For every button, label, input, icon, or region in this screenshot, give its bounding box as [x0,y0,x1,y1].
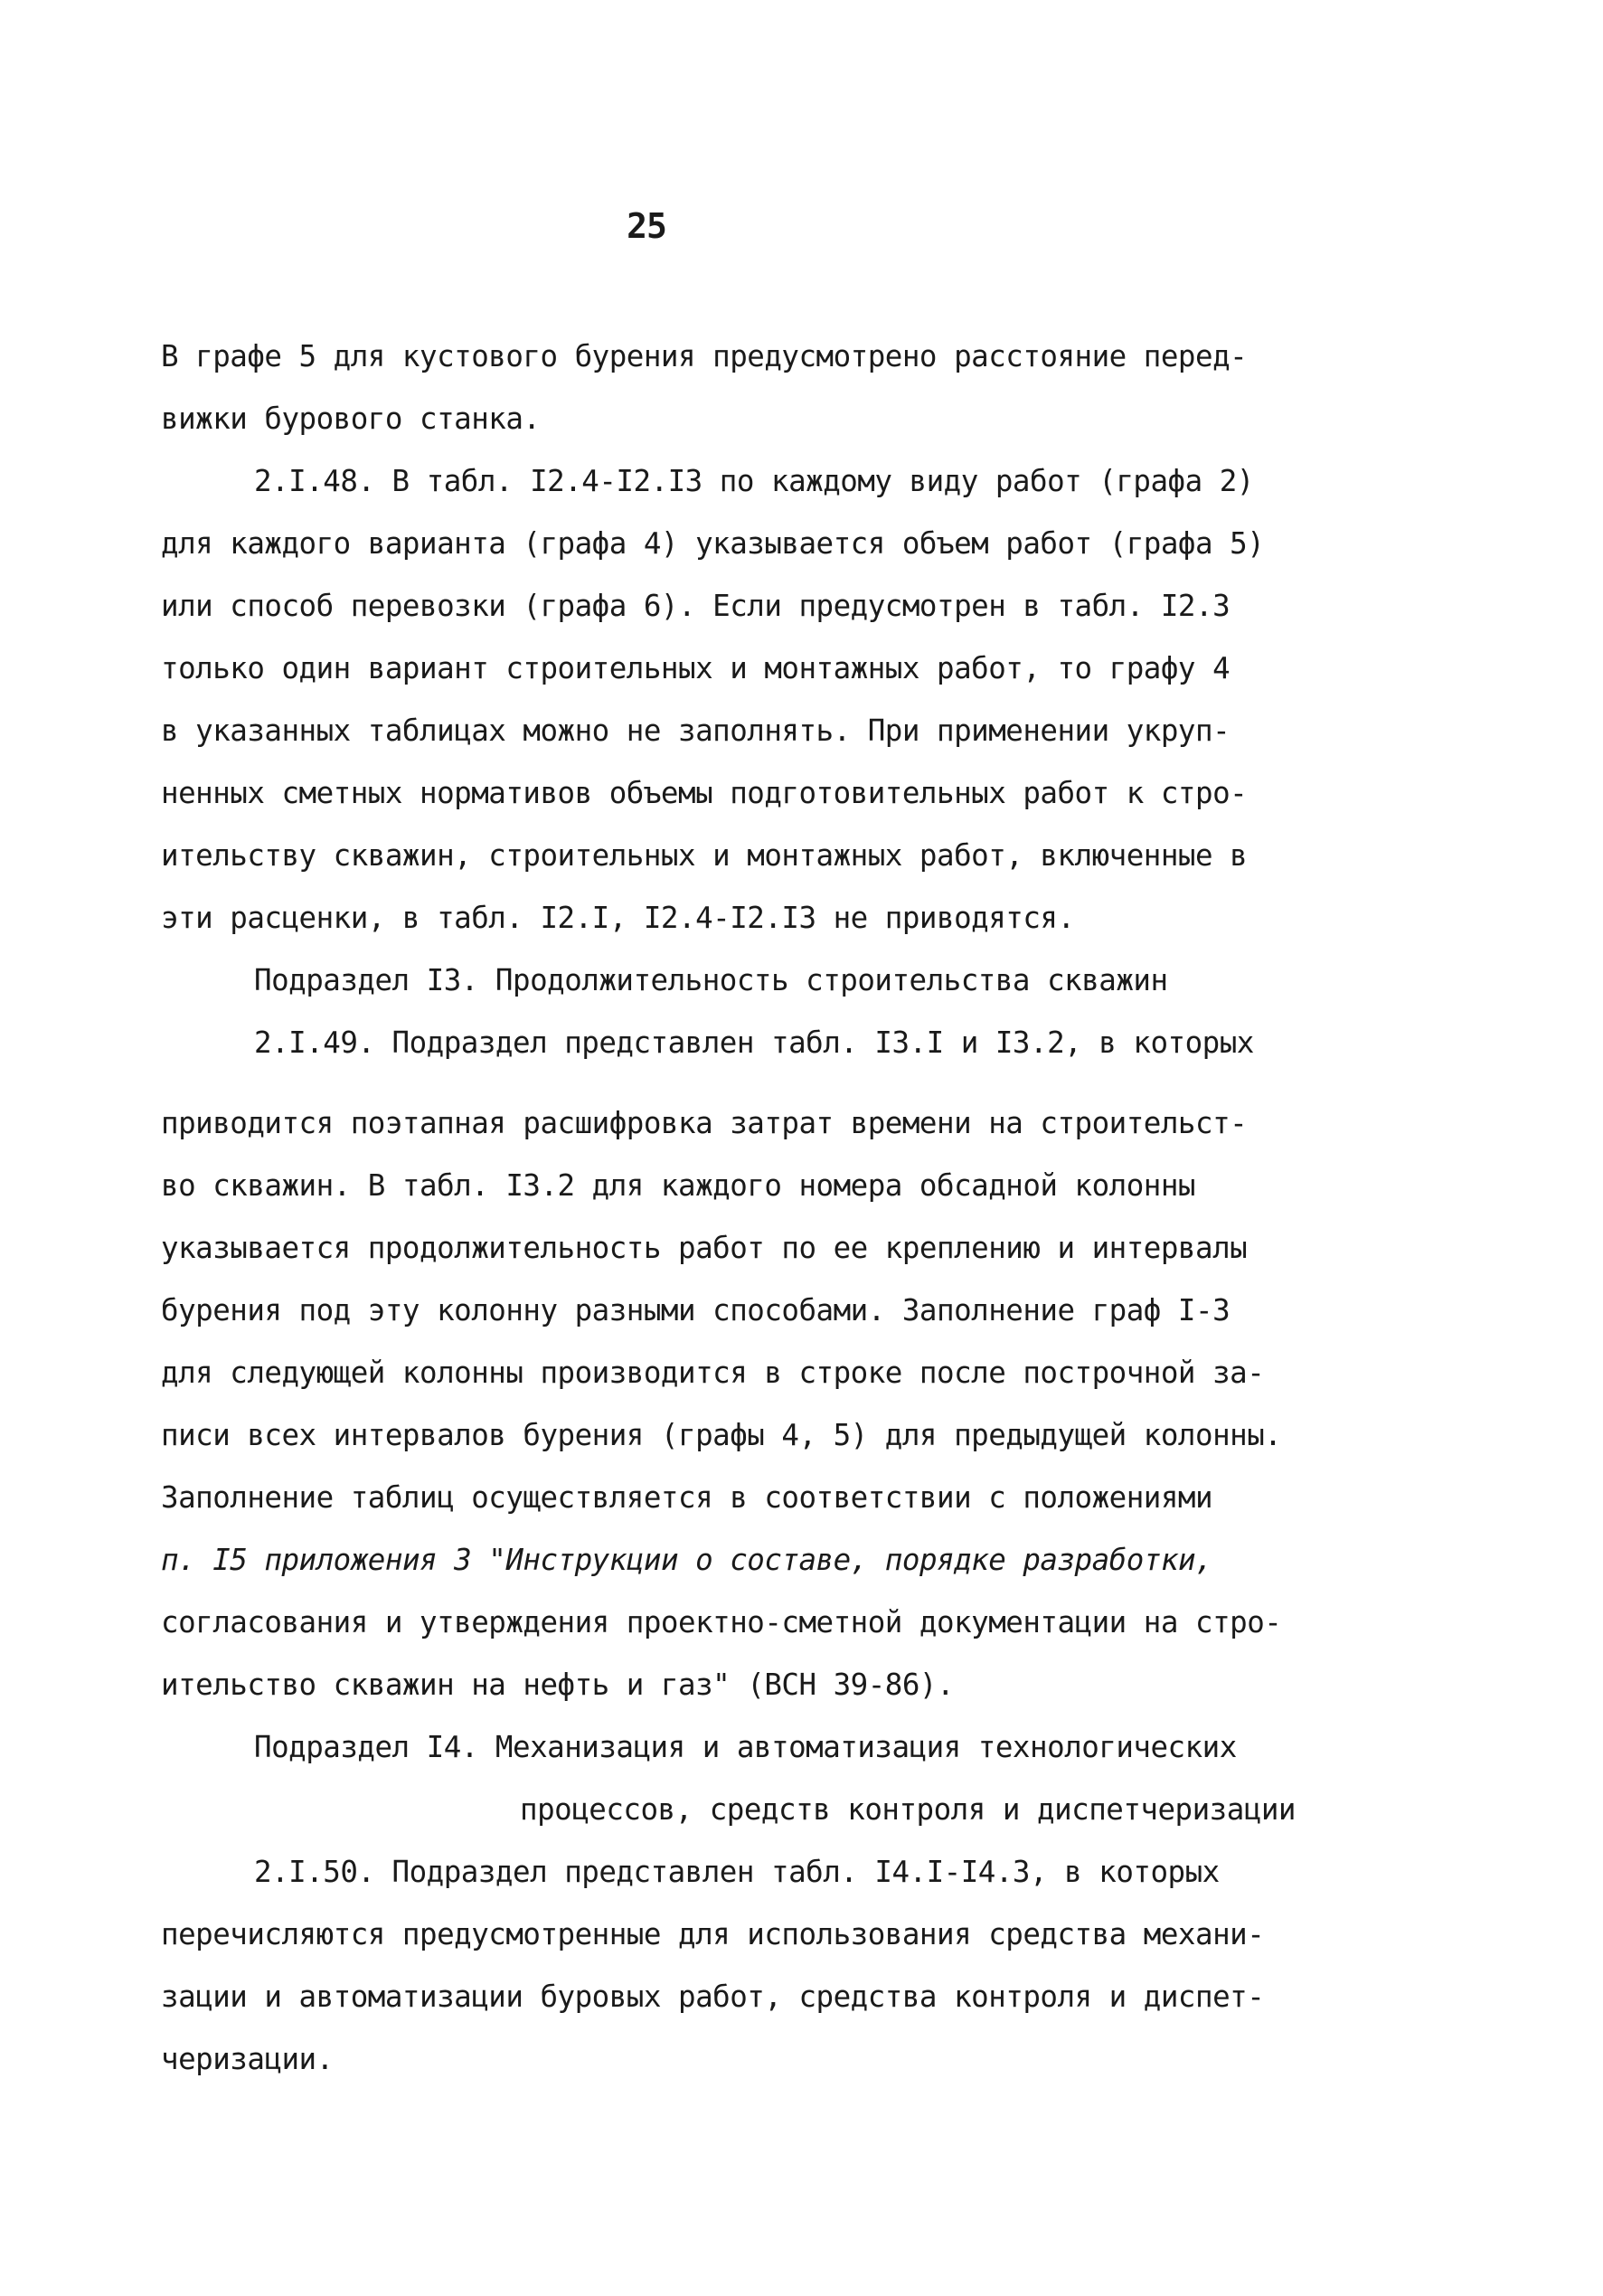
reference-prefix: п. I5 [161,1543,265,1577]
text-line: ительство скважин на нефть и газ" (ВСН 39-86). [161,1668,955,1702]
text-line: указывается продолжительность работ по ее креплению и интервалы [161,1231,1248,1265]
paragraph-2-1-48-start: 2.I.48. В табл. I2.4-I2.I3 по каждому виду работ (графа 2) [254,464,1254,498]
document-body [161,326,1391,2091]
text-line: для каждого варианта (графа 4) указывается объем работ (графа 5) [161,526,1265,561]
text-line: только один вариант строительных и монтажных работ, то графу 4 [161,651,1231,685]
subsection-14-heading: Подраздел I4. Механизация и автоматизация технологических [254,1730,1237,1764]
text-line: вижки бурового станка. [161,402,541,436]
text-line: в указанных таблицах можно не заполнять. При применении укруп- [161,713,1231,748]
text-line: ненных сметных нормативов объемы подготовительных работ к стро- [161,776,1248,810]
text-line: для следующей колонны производится в строке после построчной за- [161,1356,1265,1390]
text-line-reference [161,1529,1391,1592]
text-line: перечисляются предусмотренные для использования средства механи- [161,1917,1265,1951]
text-line: черизации. [161,2042,334,2076]
text-line: эти расценки, в табл. I2.I, I2.4-I2.I3 не приводятся. [161,901,1075,935]
text-line: В графе 5 для кустового бурения предусмотрено расстояние перед- [161,339,1248,373]
text-line: бурения под эту колонну разными способами. Заполнение граф I-3 [161,1293,1231,1328]
text-line: во скважин. В табл. I3.2 для каждого номера обсадной колонны [161,1168,1195,1203]
text-line: согласования и утверждения проектно-сметной документации на стро- [161,1605,1282,1639]
text-line: или способ перевозки (графа 6). Если предусмотрен в табл. I2.3 [161,589,1231,623]
text-line: приводится поэтапная расшифровка затрат времени на строительст- [161,1106,1248,1140]
subsection-14-heading-cont: процессов, средств контроля и диспетчеризации [520,1792,1296,1827]
text-line: ительству скважин, строительных и монтажных работ, включенные в [161,838,1248,873]
text-line: зации и автоматизации буровых работ, средства контроля и диспет- [161,1979,1265,2014]
text-line: Заполнение таблиц осуществляется в соответствии с положениями [161,1480,1213,1515]
page-number: 25 [627,206,666,246]
reference-title: приложения 3 "Инструкции о составе, порядке разработки, [264,1543,1213,1577]
subsection-13-heading: Подраздел I3. Продолжительность строительства скважин [254,963,1168,997]
text-line: писи всех интервалов бурения (графы 4, 5) для предыдущей колонны. [161,1418,1282,1452]
paragraph-2-1-49-start: 2.I.49. Подраздел представлен табл. I3.I и I3.2, в которых [254,1025,1254,1060]
paragraph-2-1-50-start: 2.I.50. Подраздел представлен табл. I4.I-I4.3, в которых [254,1855,1220,1889]
